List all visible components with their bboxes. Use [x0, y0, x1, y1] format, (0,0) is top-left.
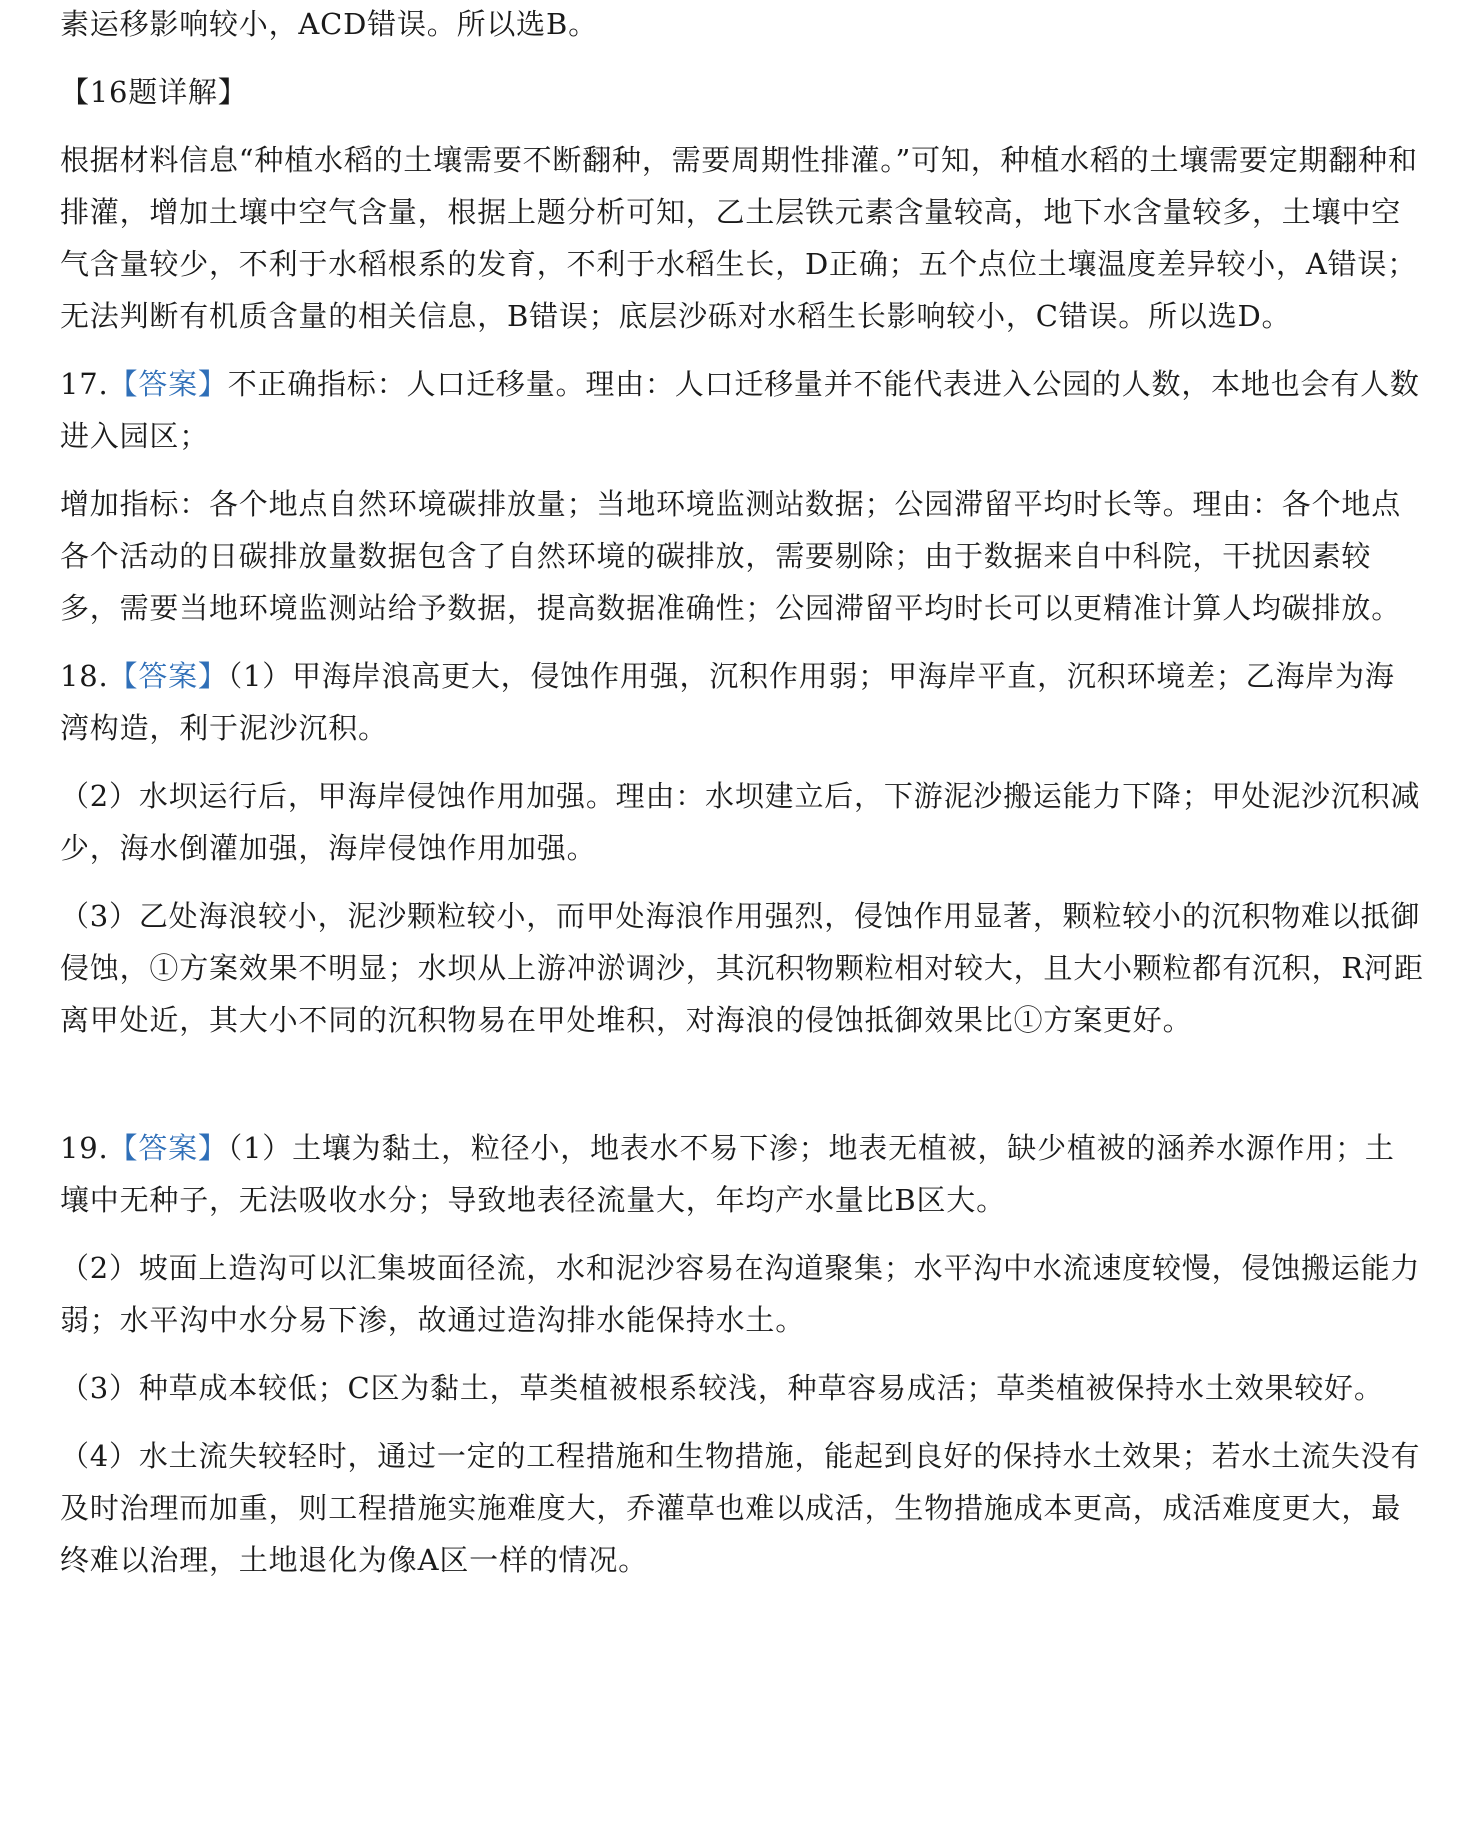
answer-text: 不正确指标：人口迁移量。理由：人口迁移量并不能代表进入公园的人数，本地也会有人数进入园区； [60, 367, 1420, 453]
paragraph-19-part3: （3）种草成本较低；C区为黏土，草类植被根系较浅，种草容易成活；草类植被保持水土效果较好。 [60, 1371, 1384, 1405]
answer-17 [60, 358, 1424, 462]
answer-tag: 【答案】 [108, 659, 228, 693]
answer-19 [60, 1122, 1424, 1226]
document-page [60, 0, 1424, 1586]
paragraph-18-part3: （3）乙处海浪较小，泥沙颗粒较小，而甲处海浪作用强烈，侵蚀作用显著，颗粒较小的沉积物难以抵御侵蚀，①方案效果不明显；水坝从上游冲淤调沙，其沉积物颗粒相对较大，且大小颗粒都有沉积，R河距离甲处近，其大小不同的沉积物易在甲处堆积，对海浪的侵蚀抵御效果比①方案更好。 [60, 899, 1424, 1037]
paragraph-19-part4: （4）水土流失较轻时，通过一定的工程措施和生物措施，能起到良好的保持水土效果；若水土流失没有及时治理而加重，则工程措施实施难度大，乔灌草也难以成活，生物措施成本更高，成活难度更大，最终难以治理，土地退化为像A区一样的情况。 [60, 1439, 1421, 1577]
paragraph-17-added-indicators: 增加指标：各个地点自然环境碳排放量；当地环境监测站数据；公园滞留平均时长等。理由：各个地点各个活动的日碳排放量数据包含了自然环境的碳排放，需要剔除；由于数据来自中科院，干扰因素较多，需要当地环境监测站给予数据，提高数据准确性；公园滞留平均时长可以更精准计算人均碳排放。 [60, 487, 1402, 625]
paragraph-15-conclusion: 素运移影响较小，ACD错误。所以选B。 [60, 7, 598, 41]
answer-tag: 【答案】 [108, 367, 228, 401]
paragraph-19-part2: （2）坡面上造沟可以汇集坡面径流，水和泥沙容易在沟道聚集；水平沟中水流速度较慢，侵蚀搬运能力弱；水平沟中水分易下渗，故通过造沟排水能保持水土。 [60, 1251, 1421, 1337]
question-number: 19. [60, 1131, 109, 1165]
question-number: 18. [60, 659, 109, 693]
paragraph-16-explanation: 根据材料信息“种植水稻的土壤需要不断翻种，需要周期性排灌。”可知，种植水稻的土壤需要定期翻种和排灌，增加土壤中空气含量，根据上题分析可知，乙土层铁元素含量较高，地下水含量较多，土壤中空气含量较少，不利于水稻根系的发育，不利于水稻生长，D正确；五个点位土壤温度差异较小，A错误；无法判断有机质含量的相关信息，B错误；底层沙砾对水稻生长影响较小，C错误。所以选D。 [60, 143, 1418, 333]
answer-text: （1）土壤为黏土，粒径小，地表水不易下渗；地表无植被，缺少植被的涵养水源作用；土壤中无种子，无法吸收水分；导致地表径流量大，年均产水量比B区大。 [60, 1131, 1395, 1217]
section-heading-16: 【16题详解】 [60, 75, 248, 109]
paragraph-18-part2: （2）水坝运行后，甲海岸侵蚀作用加强。理由：水坝建立后，下游泥沙搬运能力下降；甲处泥沙沉积减少，海水倒灌加强，海岸侵蚀作用加强。 [60, 779, 1421, 865]
answer-18 [60, 650, 1424, 754]
answer-tag: 【答案】 [108, 1131, 228, 1165]
question-number: 17. [60, 367, 109, 401]
answer-text: （1）甲海岸浪高更大，侵蚀作用强，沉积作用弱；甲海岸平直，沉积环境差；乙海岸为海湾构造，利于泥沙沉积。 [60, 659, 1395, 745]
